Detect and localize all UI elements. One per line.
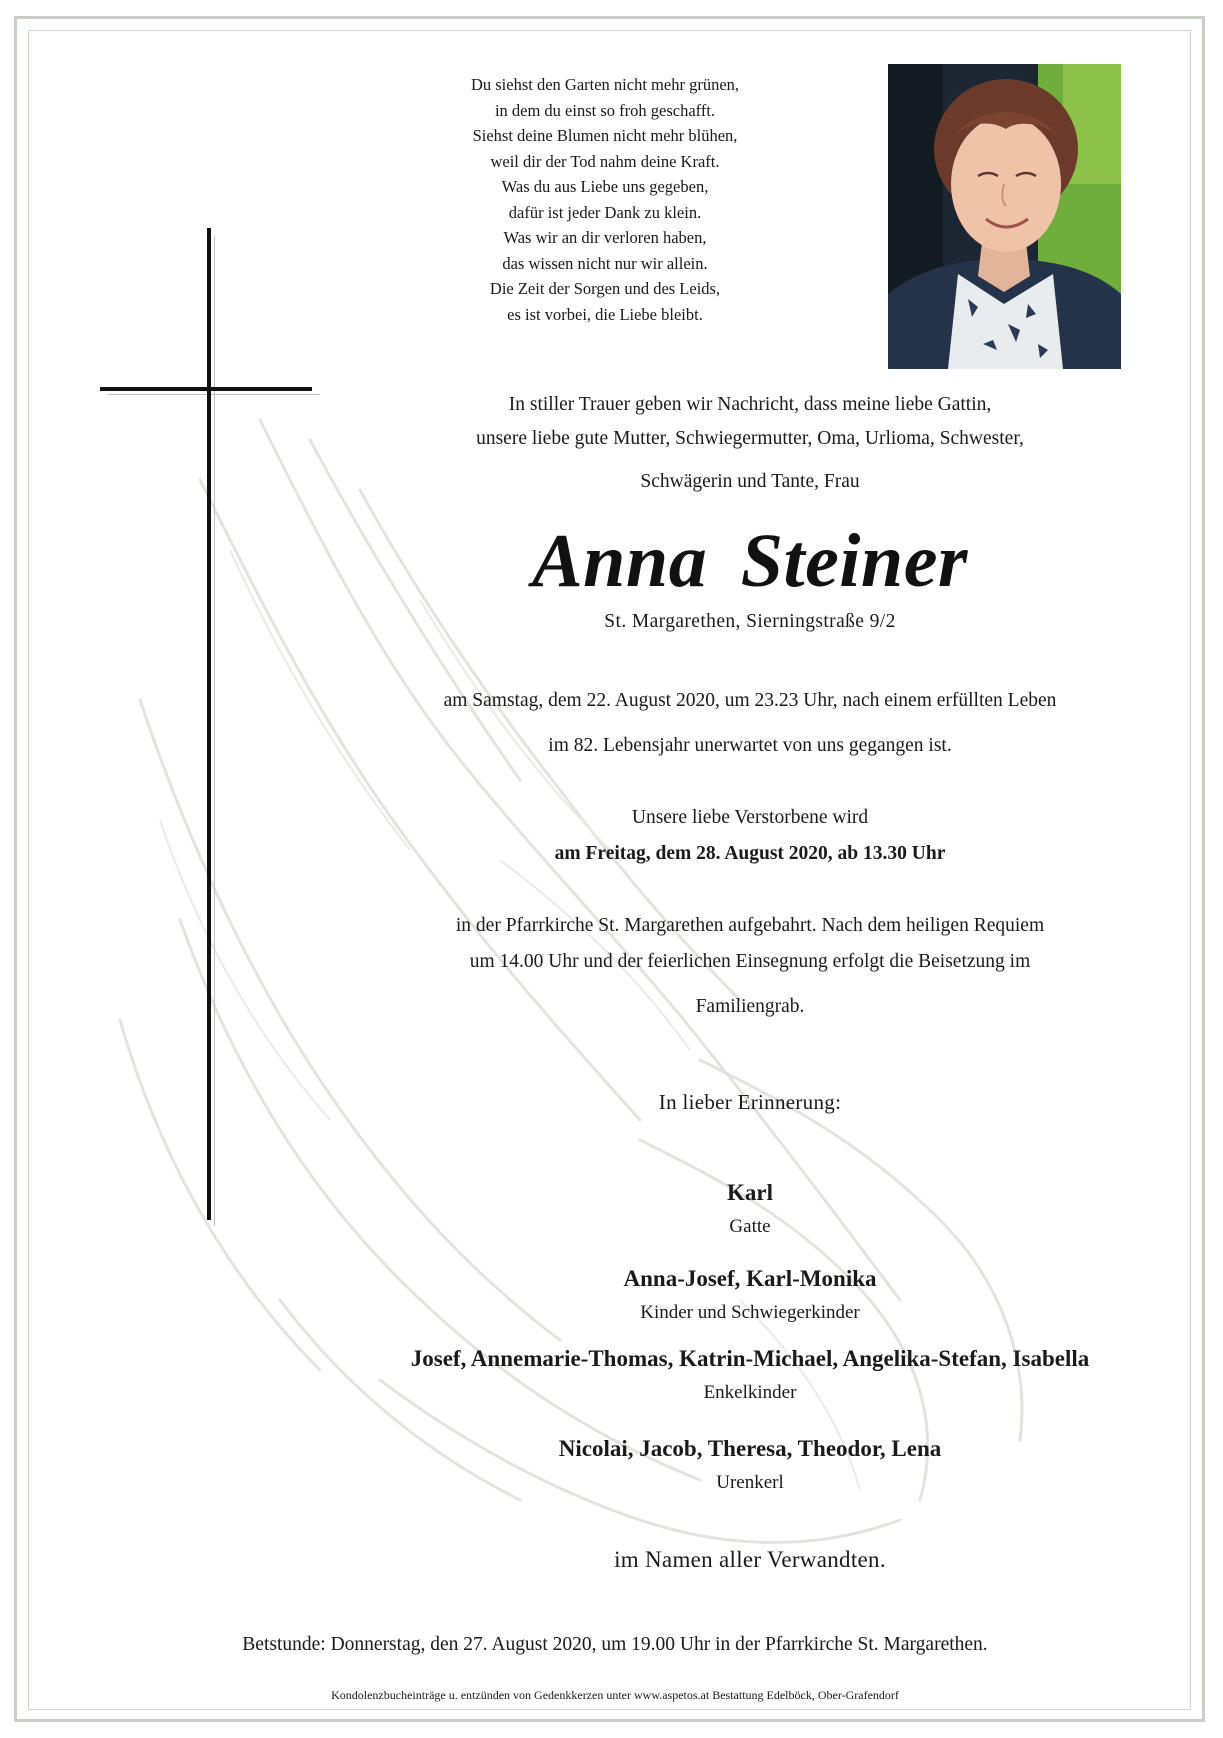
poem-line: Du siehst den Garten nicht mehr grünen, [470, 75, 740, 94]
prayer-hour: Betstunde: Donnerstag, den 27. August 2020, um 19.00 Uhr in der Pfarrkirche St. Margarethen. [242, 1634, 988, 1655]
poem-line: Siehst deine Blumen nicht mehr blühen, [472, 126, 738, 145]
poem-line: Was du aus Liebe uns gegeben, [501, 177, 709, 196]
poem-line: dafür ist jeder Dank zu klein. [508, 202, 702, 222]
poem-line: weil dir der Tod nahm deine Kraft. [490, 151, 720, 171]
family-role: Kinder und Schwiegerkinder [640, 1302, 860, 1323]
portrait-illustration [888, 64, 1121, 369]
family-role: Enkelkinder [703, 1382, 797, 1403]
family-role: Gatte [729, 1216, 771, 1237]
deceased-address: St. Margarethen, Sierningstraße 9/2 [604, 611, 896, 632]
poem [400, 72, 810, 327]
ceremony-line-3: Familiengrab. [695, 996, 805, 1017]
cross-shadow-horizontal [108, 394, 320, 395]
family-names: Anna-Josef, Karl-Monika [623, 1266, 877, 1291]
viewing-line-1: Unsere liebe Verstorbene wird [631, 807, 869, 828]
poem-line: es ist vorbei, die Liebe bleibt. [507, 304, 703, 324]
viewing-date: am Freitag, dem 28. August 2020, ab 13.30 Uhr [554, 843, 946, 864]
poem-line: in dem du einst so froh geschafft. [494, 100, 716, 120]
cross-shadow-vertical [214, 236, 215, 1226]
portrait-photo [888, 64, 1121, 369]
ceremony-line-2: um 14.00 Uhr und der feierlichen Einsegnung erfolgt die Beisetzung im [469, 951, 1031, 972]
intro-line-1: In stiller Trauer geben wir Nachricht, dass meine liebe Gattin, [508, 394, 992, 415]
death-line-1: am Samstag, dem 22. August 2020, um 23.23 Uhr, nach einem erfüllten Leben [443, 690, 1057, 711]
intro-line-2: unsere liebe gute Mutter, Schwiegermutter, Oma, Urlioma, Schwester, [476, 428, 1024, 449]
intro-line-3: Schwägerin und Tante, Frau [640, 471, 860, 492]
cross-vertical-bar [207, 228, 211, 1220]
poem-line: Was wir an dir verloren haben, [503, 228, 707, 247]
family-role: Urenkerl [716, 1472, 784, 1493]
family-names: Nicolai, Jacob, Theresa, Theodor, Lena [558, 1436, 942, 1461]
poem-line: das wissen nicht nur wir allein. [502, 253, 708, 273]
family-names: Josef, Annemarie-Thomas, Katrin-Michael, Angelika-Stefan, Isabella [410, 1346, 1090, 1371]
closing-line: im Namen aller Verwandten. [614, 1547, 886, 1572]
deceased-name: Anna Steiner [531, 519, 969, 603]
footer-note: Kondolenzbucheinträge u. entzünden von Gedenkkerzen unter www.aspetos.at Bestattung Edelböck, Ober-Grafendorf [331, 1688, 899, 1702]
family-names: Karl [727, 1180, 773, 1205]
poem-line: Die Zeit der Sorgen und des Leids, [489, 279, 721, 298]
memory-heading: In lieber Erinnerung: [658, 1090, 842, 1114]
death-line-2: im 82. Lebensjahr unerwartet von uns gegangen ist. [548, 735, 952, 756]
cross-horizontal-bar [100, 387, 312, 391]
ceremony-line-1: in der Pfarrkirche St. Margarethen aufgebahrt. Nach dem heiligen Requiem [455, 915, 1045, 936]
